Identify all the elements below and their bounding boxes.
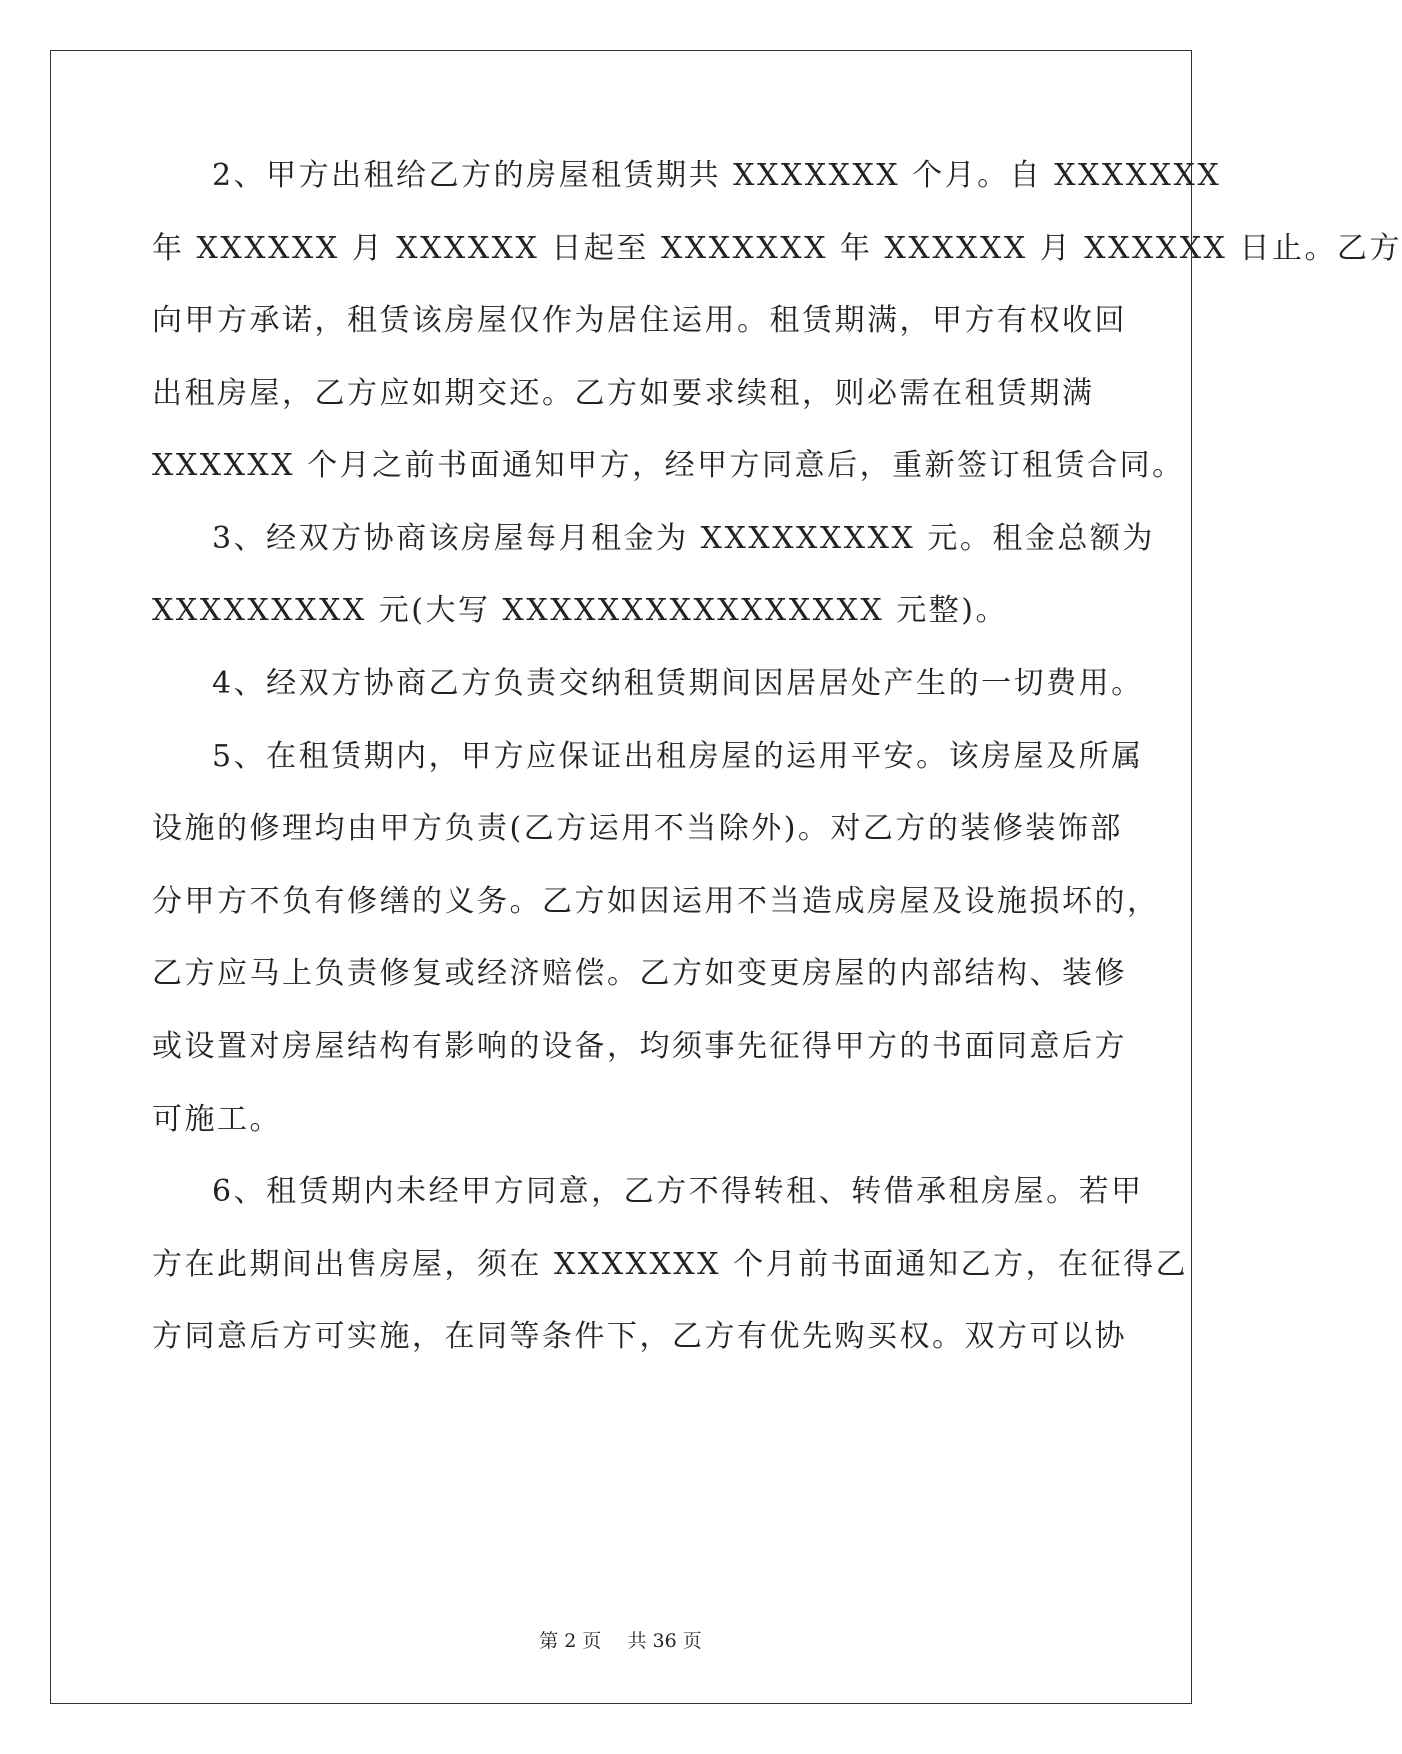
paragraph-5-line-2: 设施的修理均由甲方负责(乙方运用不当除外)。对乙方的装修装饰部 [152,811,1123,846]
paragraph-3-line-2: XXXXXXXXX 元(大写 XXXXXXXXXXXXXXXX 元整)。 [152,593,1008,628]
paragraph-5-line-6: 可施工。 [152,1102,282,1137]
paragraph-6-line-3: 方同意后方可实施，在同等条件下，乙方有优先购买权。双方可以协 [152,1319,1127,1354]
paragraph-5-line-4: 乙方应马上负责修复或经济赔偿。乙方如变更房屋的内部结构、装修 [152,956,1127,991]
paragraph-3-line-1: 3、经双方协商该房屋每月租金为 XXXXXXXXX 元。租金总额为 [212,521,1155,556]
paragraph-2-line-3: 向甲方承诺，租赁该房屋仅作为居住运用。租赁期满，甲方有权收回 [152,303,1127,338]
paragraph-5-line-5: 或设置对房屋结构有影响的设备，均须事先征得甲方的书面同意后方 [152,1029,1127,1064]
page-footer [0,1628,1241,1654]
paragraph-6-line-2: 方在此期间出售房屋，须在 XXXXXXX 个月前书面通知乙方，在征得乙 [152,1247,1189,1282]
paragraph-2-line-1: 2、甲方出租给乙方的房屋租赁期共 XXXXXXX 个月。自 XXXXXXX [212,158,1222,193]
paragraph-2-line-2: 年 XXXXXX 月 XXXXXX 日起至 XXXXXXX 年 XXXXXX 月 XXXXXX 日止。乙方 [152,231,1402,266]
paragraph-6-line-1: 6、租赁期内未经甲方同意，乙方不得转租、转借承租房屋。若甲 [212,1174,1144,1209]
paragraph-4-line-1: 4、经双方协商乙方负责交纳租赁期间因居居处产生的一切费用。 [212,666,1144,701]
page-border [50,50,1192,1704]
paragraph-5-line-3: 分甲方不负有修缮的义务。乙方如因运用不当造成房屋及设施损坏的， [152,884,1160,919]
page-total: 共 36 页 [627,1630,702,1652]
paragraph-2-line-5: XXXXXX 个月之前书面通知甲方，经甲方同意后，重新签订租赁合同。 [152,448,1185,483]
paragraph-5-line-1: 5、在租赁期内，甲方应保证出租房屋的运用平安。该房屋及所属 [212,739,1144,774]
page-number: 第 2 页 [539,1630,602,1652]
paragraph-2-line-4: 出租房屋，乙方应如期交还。乙方如要求续租，则必需在租赁期满 [152,376,1095,411]
